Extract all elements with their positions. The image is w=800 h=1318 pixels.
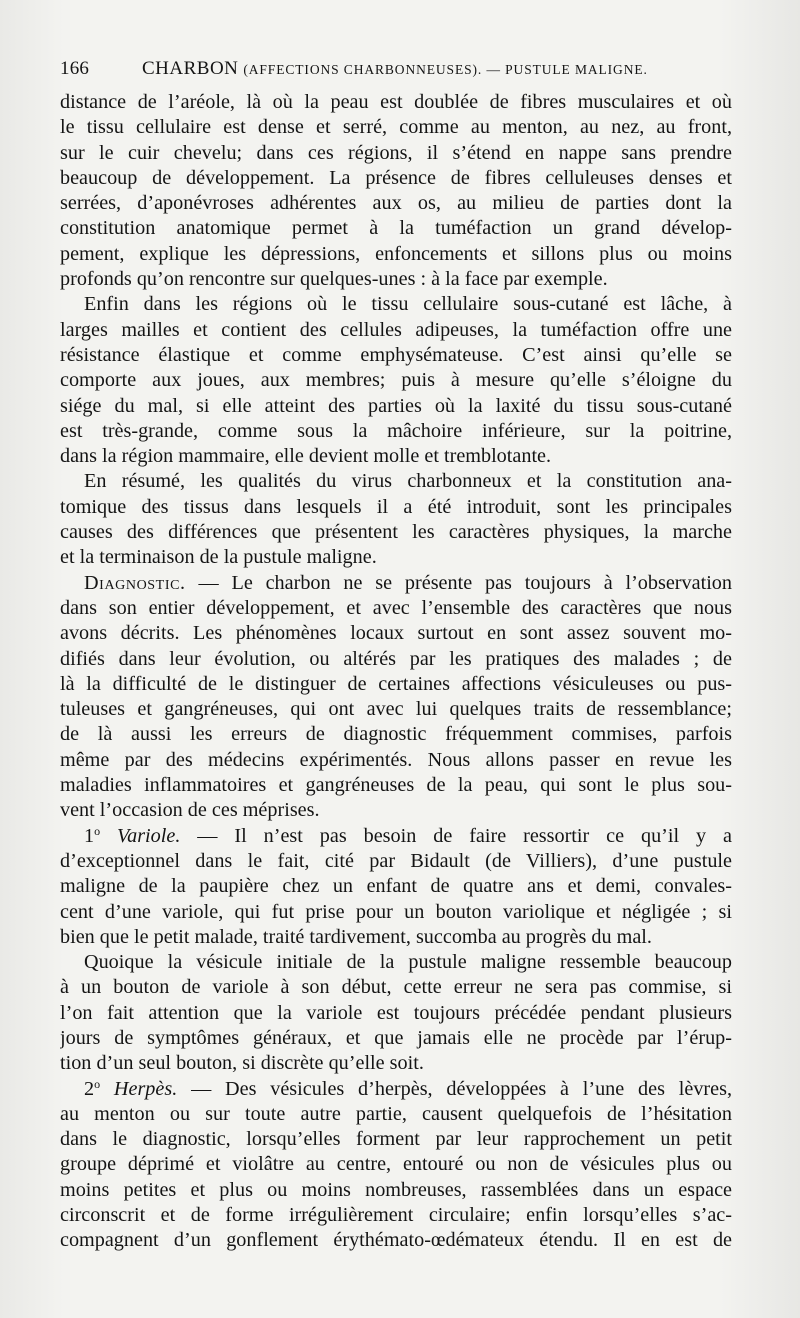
- text-span: là la difficulté de le distinguer de certaines affections vésiculeuses ou pus-: [60, 672, 732, 695]
- text-line: [60, 1127, 732, 1152]
- text-line: [60, 394, 732, 419]
- text-line: [60, 874, 732, 899]
- text-span: o: [94, 823, 101, 838]
- text-line: [60, 469, 732, 494]
- text-span: 1: [84, 824, 95, 847]
- text-line: [60, 925, 732, 950]
- running-head-title: CHARBON: [142, 58, 239, 79]
- text-span: cent d’une variole, qui fut prise pour un bouton variolique et négligée ; si: [60, 900, 732, 923]
- text-line: [60, 267, 732, 292]
- text-line: [60, 115, 732, 140]
- text-span: dans la région mammaire, elle devient molle et tremblotante.: [60, 445, 552, 468]
- section-heading: Diagnostic.: [84, 571, 186, 594]
- text-span: tomique des tissus dans lesquels il a été introduit, sont les principales: [60, 495, 732, 518]
- text-span: constitution anatomique permet à la tuméfaction un grand dévelop-: [60, 217, 732, 240]
- page-body-text: [60, 90, 732, 1254]
- text-line: [60, 697, 732, 722]
- text-span: En résumé, les qualités du virus charbonneux et la constitution ana-: [84, 470, 732, 493]
- text-span: tion d’un seul bouton, si discrète qu’elle soit.: [60, 1052, 424, 1075]
- text-span: de là aussi les erreurs de diagnostic fréquemment commises, parfois: [60, 723, 732, 746]
- text-line: [60, 975, 732, 1000]
- text-line: [60, 596, 732, 621]
- text-span: même par des médecins expérimentés. Nous allons passer en revue les: [60, 748, 732, 771]
- text-span: groupe déprimé et violâtre au centre, entouré ou non de vésicules plus ou: [60, 1153, 732, 1176]
- text-span: et la terminaison de la pustule maligne.: [60, 546, 377, 569]
- text-line: [60, 849, 732, 874]
- text-span: Enfin dans les régions où le tissu cellulaire sous-cutané est lâche, à: [84, 293, 732, 316]
- text-line: [60, 1001, 732, 1026]
- text-span: 2: [84, 1077, 95, 1100]
- text-line: [60, 672, 732, 697]
- text-line: [60, 545, 732, 570]
- text-span: — Des vésicules d’herpès, développées à l’une des lèvres,: [177, 1077, 732, 1100]
- text-line: [60, 621, 732, 646]
- text-span: Quoique la vésicule initiale de la pustule maligne ressemble beaucoup: [84, 951, 732, 974]
- text-span: dans le diagnostic, lorsqu’elles forment par leur rapprochement un petit: [60, 1128, 732, 1151]
- text-line: [60, 292, 732, 317]
- running-head: [60, 58, 740, 88]
- text-span: difiés dans leur évolution, ou altérés par les pratiques des malades ; de: [60, 647, 732, 670]
- text-span: est très-grande, comme sous la mâchoire inférieure, sur la poitrine,: [60, 419, 732, 442]
- text-span: jours de symptômes généraux, et que jamais elle ne procède par l’érup-: [60, 1026, 732, 1049]
- text-line: [60, 90, 732, 115]
- page-number: 166: [60, 58, 90, 79]
- text-span: maligne de la paupière chez un enfant de quatre ans et demi, convales-: [60, 875, 732, 898]
- text-line: [60, 191, 732, 216]
- text-line: [60, 141, 732, 166]
- text-span: circonscrit et de forme irrégulièrement circulaire; enfin lorsqu’elles s’ac-: [60, 1204, 732, 1227]
- text-span: comporte aux joues, aux membres; puis à mesure qu’elle s’éloigne du: [60, 369, 732, 392]
- text-line: [60, 798, 732, 823]
- text-line: [60, 571, 732, 596]
- text-line: [60, 368, 732, 393]
- text-line: [60, 444, 732, 469]
- running-head-subtitle: (AFFECTIONS CHARBONNEUSES). — PUSTULE MALIGNE.: [243, 62, 648, 77]
- text-line: [60, 1026, 732, 1051]
- text-span: résistance élastique et comme emphysémateuse. C’est ainsi qu’elle se: [60, 343, 732, 366]
- text-span: causes des différences que présentent les caractères physiques, la marche: [60, 521, 732, 544]
- text-span: beaucoup de développement. La présence de fibres celluleuses denses et: [60, 166, 732, 189]
- text-span: l’on fait attention que la variole est toujours précédée pendant plusieurs: [60, 1001, 732, 1024]
- text-span: pement, explique les dépressions, enfoncements et sillons plus ou moins: [60, 242, 732, 265]
- text-line: [60, 343, 732, 368]
- text-span: [100, 825, 117, 847]
- text-span: maladies inflammatoires et gangréneuses de la peau, qui sont le plus sou-: [60, 774, 732, 797]
- text-line: [60, 242, 732, 267]
- text-span: avons décrits. Les phénomènes locaux surtout en sont assez souvent mo-: [60, 622, 732, 645]
- text-line: [60, 950, 732, 975]
- text-span: larges mailles et contient des cellules adipeuses, la tuméfaction offre une: [60, 318, 732, 341]
- item-heading: Variole.: [117, 824, 181, 847]
- text-span: sur le cuir chevelu; dans ces régions, il s’étend en nappe sans prendre: [60, 141, 732, 164]
- text-span: tuleuses et gangréneuses, qui ont avec lui quelques traits de ressemblance;: [60, 698, 732, 721]
- text-span: o: [94, 1076, 101, 1091]
- text-line: [60, 318, 732, 343]
- text-span: vent l’occasion de ces méprises.: [60, 799, 320, 822]
- text-span: au menton ou sur toute autre partie, causent quelquefois de l’hésitation: [60, 1102, 732, 1125]
- text-span: [100, 1078, 114, 1100]
- text-span: serrées, d’aponévroses adhérentes aux os, au milieu de parties dont la: [60, 192, 732, 215]
- text-span: dans son entier développement, et avec l’ensemble des caractères que nous: [60, 596, 732, 619]
- text-span: bien que le petit malade, traité tardivement, succomba au progrès du mal.: [60, 925, 652, 948]
- text-line: [60, 216, 732, 241]
- text-line: [60, 520, 732, 545]
- text-span: à un bouton de variole à son début, cette erreur ne sera pas commise, si: [60, 976, 732, 999]
- text-line: [60, 647, 732, 672]
- item-heading: Herpès.: [113, 1077, 178, 1100]
- text-line: [60, 166, 732, 191]
- text-span: moins petites et plus ou moins nombreuses, rassemblées dans un espace: [60, 1178, 732, 1201]
- text-span: le tissu cellulaire est dense et serré, comme au menton, au nez, au front,: [60, 116, 732, 139]
- text-span: profonds qu’on rencontre sur quelques-unes : à la face par exemple.: [60, 268, 608, 291]
- text-span: d’exceptionnel dans le fait, cité par Bidault (de Villiers), d’une pustule: [60, 849, 732, 872]
- text-line: [60, 748, 732, 773]
- text-line: [60, 824, 732, 849]
- text-line: [60, 773, 732, 798]
- text-line: [60, 1203, 732, 1228]
- text-line: [60, 1077, 732, 1102]
- text-line: [60, 900, 732, 925]
- text-line: [60, 1228, 732, 1253]
- text-line: [60, 722, 732, 747]
- text-line: [60, 1051, 732, 1076]
- text-line: [60, 419, 732, 444]
- text-span: distance de l’aréole, là où la peau est doublée de fibres musculaires et où: [60, 91, 732, 113]
- text-line: [60, 1102, 732, 1127]
- text-line: [60, 1152, 732, 1177]
- text-span: — Le charbon ne se présente pas toujours à l’observation: [185, 571, 732, 594]
- text-span: siége du mal, si elle atteint des parties où la laxité du tissu sous-cutané: [60, 394, 732, 417]
- text-line: [60, 1178, 732, 1203]
- text-line: [60, 495, 732, 520]
- text-span: — Il n’est pas besoin de faire ressortir ce qu’il y a: [180, 824, 732, 847]
- text-span: compagnent d’un gonflement érythémato-œdémateux étendu. Il en est de: [60, 1229, 732, 1252]
